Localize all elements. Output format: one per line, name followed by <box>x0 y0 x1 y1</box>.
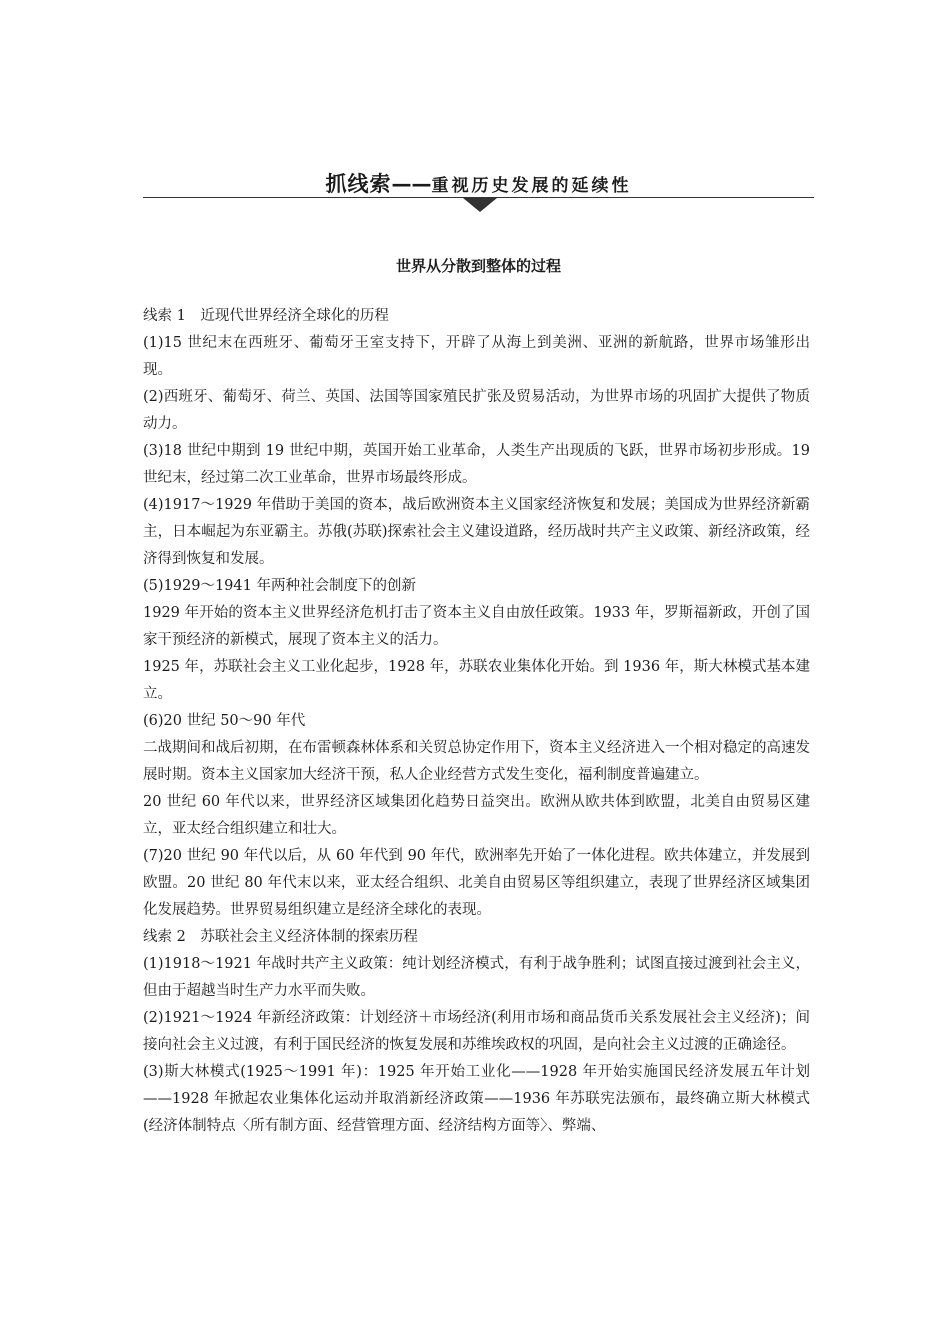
section-title: 世界从分散到整体的过程 <box>395 257 561 275</box>
paragraph: 1925 年，苏联社会主义工业化起步，1928 年，苏联农业集体化开始。到 1936 年，斯大林模式基本建立。 <box>143 659 810 702</box>
paragraph: (1)15 世纪末在西班牙、葡萄牙王室支持下，开辟了从海上到美洲、亚洲的新航路，世界市场雏形出现。 <box>143 335 810 378</box>
paragraph: (3)18 世纪中期到 19 世纪中期，英国开始工业革命，人类生产出现质的飞跃，世界市场初步形成。19 世纪末，经过第二次工业革命，世界市场最终形成。 <box>143 443 810 486</box>
triangle-down-icon <box>463 198 497 212</box>
paragraph: (6)20 世纪 50～90 年代 <box>143 713 306 729</box>
section-banner <box>143 168 814 216</box>
paragraph: (5)1929～1941 年两种社会制度下的创新 <box>143 578 416 594</box>
paragraph: 二战期间和战后初期，在布雷顿森林体系和关贸总协定作用下，资本主义经济进入一个相对稳定的高速发展时期。资本主义国家加大经济干预，私人企业经营方式发生变化，福利制度普遍建立。 <box>143 740 810 783</box>
clue-heading: 线索 2 苏联社会主义经济体制的探索历程 <box>143 929 418 945</box>
paragraph: (7)20 世纪 90 年代以后，从 60 年代到 90 年代，欧洲率先开始了一体化进程。欧共体建立，并发展到欧盟。20 世纪 80 年代末以来，亚太经合组织、北美自由贸易区等组织建立，表现了世界经济区域集团化发展趋势。世界贸易组织建立是经济全球化的表现。 <box>143 848 810 918</box>
paragraph: 20 世纪 60 年代以来，世界经济区域集团化趋势日益突出。欧洲从欧共体到欧盟，北美自由贸易区建立，亚太经合组织建立和壮大。 <box>143 794 810 837</box>
banner-title-sub: 重视历史发展的延续性 <box>431 176 632 196</box>
clue-heading: 线索 1 近现代世界经济全球化的历程 <box>143 308 389 324</box>
banner-title-main: 抓线索 <box>325 172 392 196</box>
paragraph: 1929 年开始的资本主义世界经济危机打击了资本主义自由放任政策。1933 年，罗斯福新政，开创了国家干预经济的新模式，展现了资本主义的活力。 <box>143 605 810 648</box>
banner-title-dash: —— <box>391 172 432 196</box>
paragraph: (2)1921～1924 年新经济政策：计划经济＋市场经济(利用市场和商品货币关系发展社会主义经济)；间接向社会主义过渡，有利于国民经济的恢复发展和苏维埃政权的巩固，是向社会主义过渡的正确途径。 <box>143 1010 810 1053</box>
body-text <box>143 303 810 1140</box>
paragraph: (2)西班牙、葡萄牙、荷兰、英国、法国等国家殖民扩张及贸易活动，为世界市场的巩固扩大提供了物质动力。 <box>143 389 810 432</box>
banner-title <box>143 168 814 198</box>
paragraph: (3)斯大林模式(1925～1991 年)：1925 年开始工业化——1928 年开始实施国民经济发展五年计划——1928 年掀起农业集体化运动并取消新经济政策——1936 年苏联宪法颁布，最终确立斯大林模式(经济体制特点〈所有制方面、经营管理方面、经济结构方面等〉、弊端、 <box>143 1064 810 1134</box>
paragraph: (1)1918～1921 年战时共产主义政策：纯计划经济模式，有利于战争胜利；试图直接过渡到社会主义，但由于超越当时生产力水平而失败。 <box>143 956 810 999</box>
paragraph: (4)1917～1929 年借助于美国的资本，战后欧洲资本主义国家经济恢复和发展；美国成为世界经济新霸主，日本崛起为东亚霸主。苏俄(苏联)探索社会主义建设道路，经历战时共产主义政策、新经济政策，经济得到恢复和发展。 <box>143 497 810 567</box>
